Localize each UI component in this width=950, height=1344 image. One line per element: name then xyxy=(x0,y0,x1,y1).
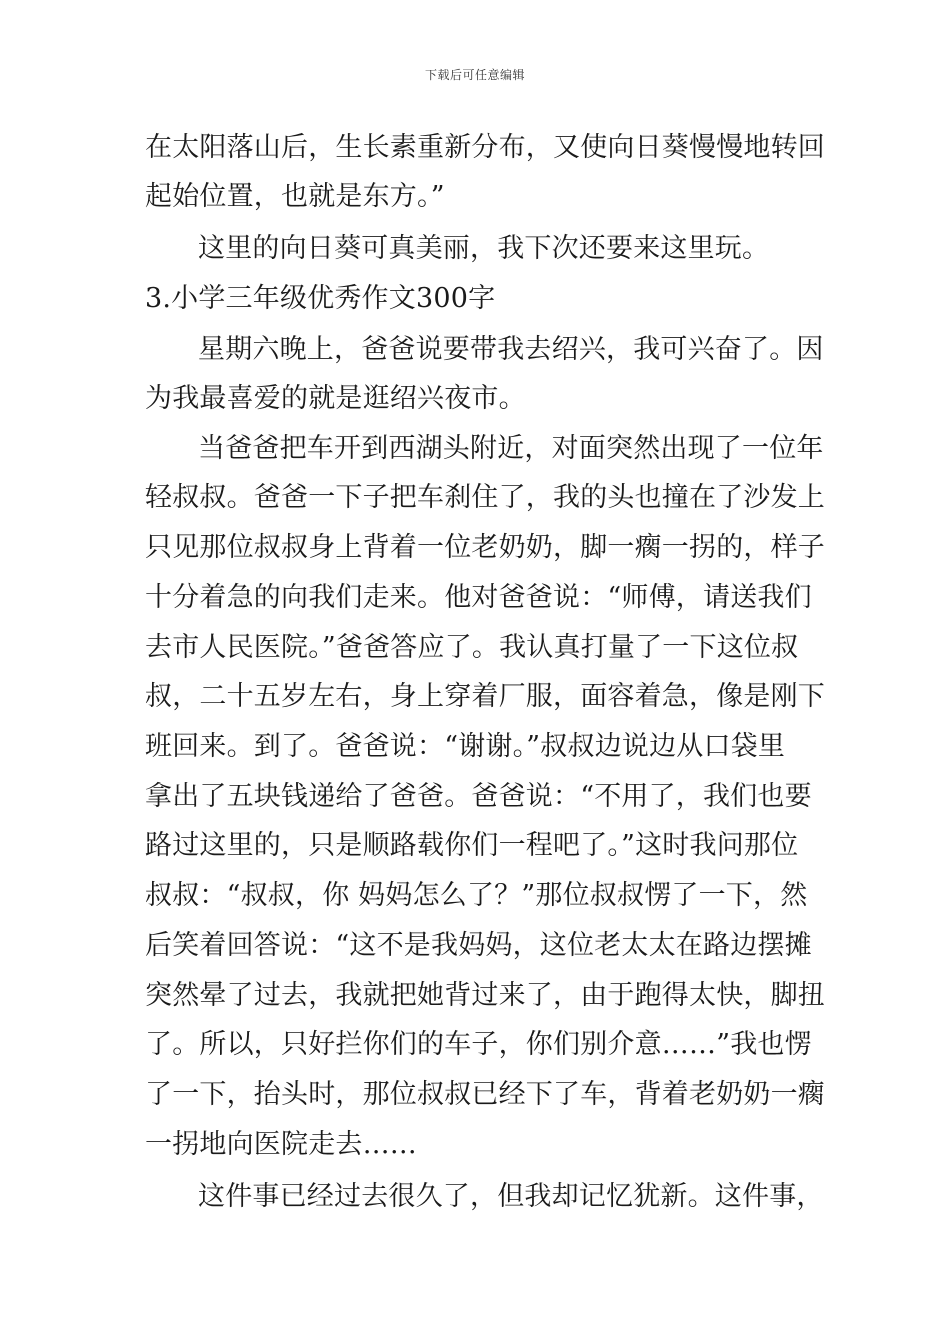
text-line: 这件事已经过去很久了，但我却记忆犹新。这件事， xyxy=(198,1181,824,1212)
text-line: 当爸爸把车开到西湖头附近，对面突然出现了一位年 xyxy=(198,433,824,464)
text-line: 起始位置，也就是东方。” xyxy=(145,181,445,212)
page-header: 下载后可任意编辑 xyxy=(424,68,525,82)
text-line: 十分着急的向我们走来。他对爸爸说：“师傅，请送我们 xyxy=(145,582,812,613)
text-line: 轻叔叔。爸爸一下子把车刹住了，我的头也撞在了沙发上 xyxy=(145,482,825,513)
text-line: 星期六晚上，爸爸说要带我去绍兴，我可兴奋了。因 xyxy=(198,334,824,365)
text-line: 突然晕了过去，我就把她背过来了，由于跑得太快，脚扭 xyxy=(145,980,825,1011)
text-line: 叔，二十五岁左右，身上穿着厂服，面容着急，像是刚下 xyxy=(145,681,825,712)
text-line: 后笑着回答说：“这不是我妈妈，这位老太太在路边摆摊 xyxy=(145,930,812,961)
text-line: 路过这里的，只是顺路载你们一程吧了。”这时我问那位 xyxy=(145,830,799,861)
text-line: 拿出了五块钱递给了爸爸。爸爸说：“不用了，我们也要 xyxy=(145,781,812,812)
text-line: 班回来。到了。爸爸说：“谢谢。”叔叔边说边从口袋里 xyxy=(145,731,786,762)
text-line: 了一下，抬头时，那位叔叔已经下了车，背着老奶奶一瘸 xyxy=(145,1079,825,1110)
text-line: 在太阳落山后，生长素重新分布，又使向日葵慢慢地转回 xyxy=(145,132,825,163)
text-line: 了。所以，只好拦你们的车子，你们别介意……”我也愣 xyxy=(145,1029,812,1060)
text-line: 去市人民医院。”爸爸答应了。我认真打量了一下这位叔 xyxy=(145,632,799,663)
text-line: 叔叔：“叔叔，你 妈妈怎么了？”那位叔叔愣了一下，然 xyxy=(145,880,808,911)
text-line: 这里的向日葵可真美丽，我下次还要来这里玩。 xyxy=(198,233,770,264)
text-line: 只见那位叔叔身上背着一位老奶奶，脚一瘸一拐的，样子 xyxy=(145,532,825,563)
section-heading: 3.小学三年级优秀作文300字 xyxy=(145,283,496,314)
text-line: 为我最喜爱的就是逛绍兴夜市。 xyxy=(145,383,526,414)
text-line: 一拐地向医院走去…… xyxy=(145,1129,417,1160)
